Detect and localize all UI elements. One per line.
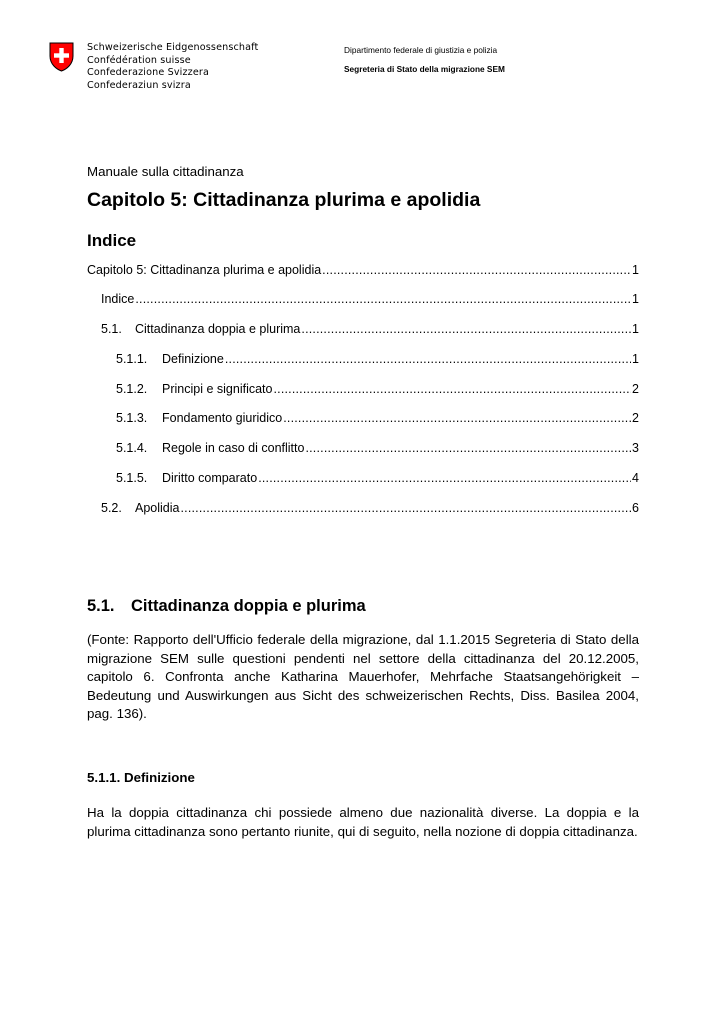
toc-entry-title: Cittadinanza doppia e plurima (135, 322, 301, 336)
toc-entry-number: 5.1.1. (116, 352, 148, 366)
toc-entry-number: 5.2. (101, 501, 122, 515)
definition-paragraph: Ha la doppia cittadinanza chi possiede almeno due nazionalità diverse. La doppia e la plurima cittadinanza sono pertanto riunite, qui di seguito, nella nozione di doppia cittadinanza. (87, 805, 639, 839)
section-title: Cittadinanza doppia e plurima (131, 597, 366, 615)
index-heading: Indice (87, 231, 137, 250)
toc-entry[interactable] (116, 411, 639, 425)
confederation-names (87, 42, 258, 92)
section-heading-5-1 (87, 597, 366, 616)
toc-leader-dots (273, 382, 631, 396)
secretariat-name: Segreteria di Stato della migrazione SEM (344, 64, 505, 74)
confederation-name-rm: Confederaziun svizra (87, 79, 191, 91)
toc-entry-number: 5.1.3. (116, 411, 148, 425)
toc-entry[interactable] (116, 471, 639, 485)
manual-title: Manuale sulla cittadinanza (87, 164, 244, 179)
toc-leader-dots (180, 501, 631, 515)
chapter-title: Capitolo 5: Cittadinanza plurima e apolidia (87, 189, 481, 211)
toc-entry-title: Diritto comparato (162, 471, 258, 485)
toc-entry-page: 1 (632, 352, 639, 366)
toc-entry-title: Fondamento giuridico (162, 411, 283, 425)
section-number: 5.1. (87, 597, 115, 615)
toc-entry-title: Definizione (162, 352, 224, 366)
toc-leader-dots (135, 292, 631, 306)
source-note-paragraph: (Fonte: Rapporto dell'Ufficio federale della migrazione, dal 1.1.2015 Segreteria di Stato della migrazione SEM sulle questioni pendenti nel settore della cittadinanza del 20.12.2005, capitolo 6. Confronta anche Katharina Mauerhofer, Mehrfache Staatsangehörigkeit – Bedeutung und Auswirkungen aus Sicht des schweizerischen Rechts, Diss. Basilea 2004, pag. 136). (87, 632, 639, 721)
toc-entry-page: 2 (632, 382, 639, 396)
toc-leader-dots (301, 322, 631, 336)
toc-entry-title: Regole in caso di conflitto (162, 441, 305, 455)
toc-leader-dots (283, 411, 631, 425)
toc-leader-dots (225, 352, 631, 366)
toc-leader-dots (322, 263, 631, 277)
toc-entry[interactable] (116, 382, 639, 396)
toc-entry[interactable] (101, 322, 639, 336)
department-name: Dipartimento federale di giustizia e polizia (344, 45, 498, 55)
toc-entry-number: 5.1.5. (116, 471, 148, 485)
toc-entry-page: 4 (632, 471, 639, 485)
confederation-name-fr: Confédération suisse (87, 54, 191, 66)
toc-entry-title: Capitolo 5: Cittadinanza plurima e apolidia (87, 263, 322, 277)
toc-leader-dots (305, 441, 631, 455)
toc-entry[interactable] (116, 441, 639, 455)
toc-leader-dots (258, 471, 631, 485)
toc-entry[interactable] (101, 501, 639, 515)
toc-entry[interactable] (101, 292, 639, 306)
toc-entry-page: 1 (632, 322, 639, 336)
toc-entry-page: 1 (632, 263, 639, 277)
confederation-name-de: Schweizerische Eidgenossenschaft (87, 42, 259, 53)
toc-entry-number: 5.1. (101, 322, 122, 336)
toc-entry-page: 6 (632, 501, 639, 515)
toc-entry-number: 5.1.2. (116, 382, 148, 396)
toc-entry-title: Indice (101, 292, 135, 306)
toc-entry[interactable] (87, 263, 639, 277)
section-heading-5-1-1: 5.1.1. Definizione (87, 770, 195, 785)
toc-entry-page: 3 (632, 441, 639, 455)
toc-entry-page: 1 (632, 292, 639, 306)
toc-entry-number: 5.1.4. (116, 441, 148, 455)
toc-entry-page: 2 (632, 411, 639, 425)
confederation-name-it: Confederazione Svizzera (87, 67, 210, 79)
toc-entry[interactable] (116, 352, 639, 366)
swiss-coat-of-arms-icon (49, 42, 74, 72)
toc-entry-title: Principi e significato (162, 382, 273, 396)
toc-entry-title: Apolidia (135, 501, 180, 515)
